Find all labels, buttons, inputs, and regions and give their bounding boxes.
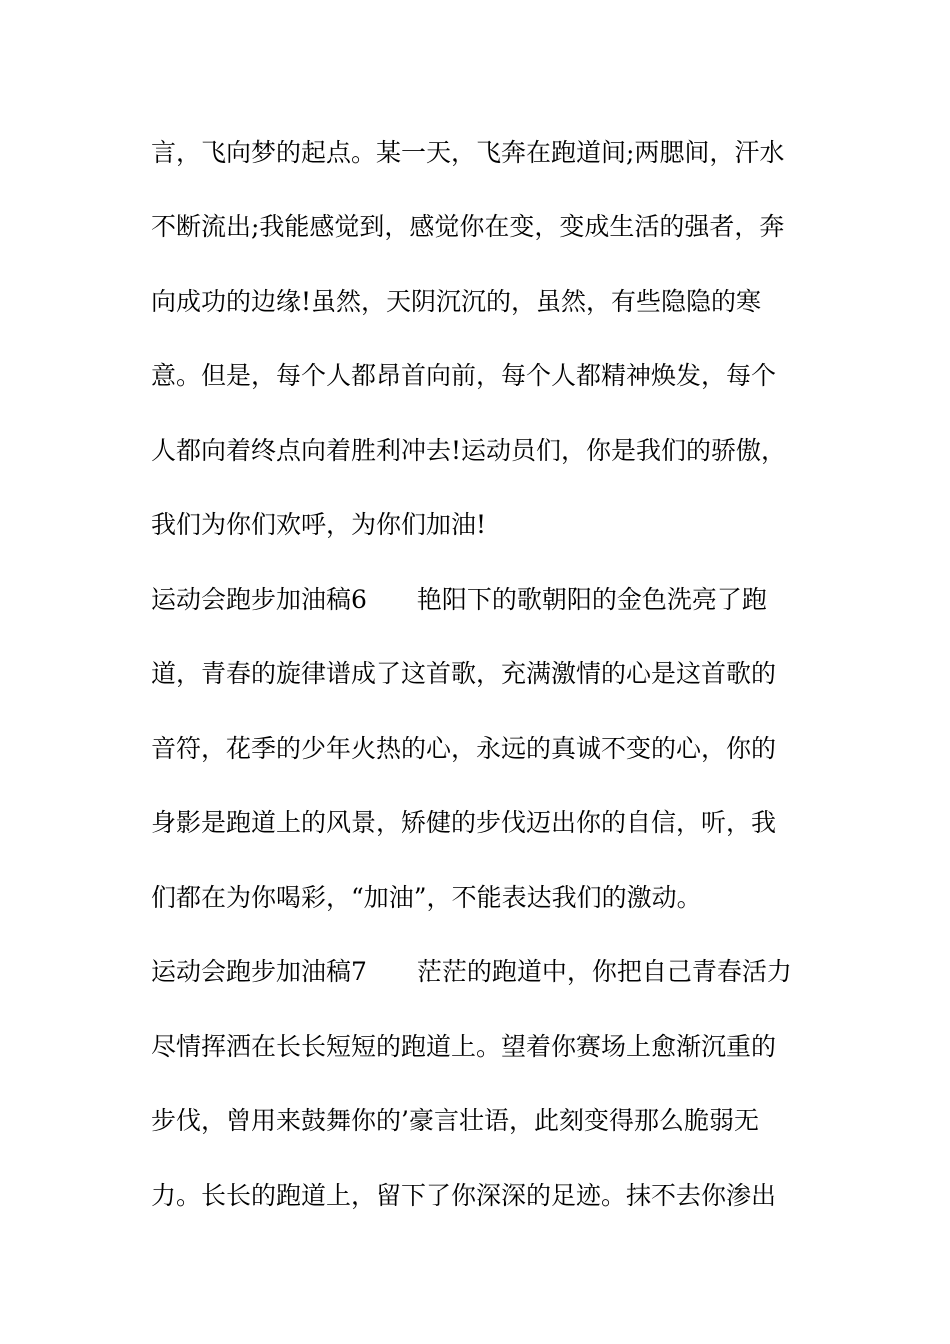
text-line: 音符，花季的少年火热的心，永远的真诚不变的心，你的 bbox=[151, 734, 777, 763]
text-line: 尽情挥洒在长长短短的跑道上。望着你赛场上愈渐沉重的 bbox=[151, 1032, 777, 1061]
text-line: 言，飞向梦的起点。某一天，飞奔在跑道间;两腮间，汗水 bbox=[151, 138, 785, 167]
text-line: 身影是跑道上的风景，矫健的步伐迈出你的自信，听，我 bbox=[151, 808, 777, 837]
text-line: 我们为你们欢呼，为你们加油! bbox=[151, 510, 487, 539]
text-line: 步伐，曾用来鼓舞你的’豪言壮语，此刻变得那么脆弱无 bbox=[151, 1106, 759, 1135]
text-line: 力。长长的跑道上，留下了你深深的足迹。抹不去你渗出 bbox=[151, 1181, 777, 1210]
section-heading-line: 运动会跑步加油稿7 茫茫的跑道中，你把自己青春活力 bbox=[151, 957, 792, 986]
text-line: 向成功的边缘!虽然，天阴沉沉的，虽然，有些隐隐的寒 bbox=[151, 287, 762, 316]
text-line: 意。但是，每个人都昂首向前，每个人都精神焕发，每个 bbox=[151, 361, 777, 390]
text-line: 人都向着终点向着胜利冲去!运动员们，你是我们的骄傲， bbox=[151, 436, 787, 465]
text-line: 们都在为你喝彩，“加油”，不能表达我们的激动。 bbox=[151, 883, 702, 912]
text-line: 不断流出;我能感觉到，感觉你在变，变成生活的强者，奔 bbox=[151, 212, 785, 241]
section-heading-line: 运动会跑步加油稿6 艳阳下的歌朝阳的金色洗亮了跑 bbox=[151, 585, 767, 614]
text-line: 道，青春的旋律谱成了这首歌，充满激情的心是这首歌的 bbox=[151, 659, 777, 688]
